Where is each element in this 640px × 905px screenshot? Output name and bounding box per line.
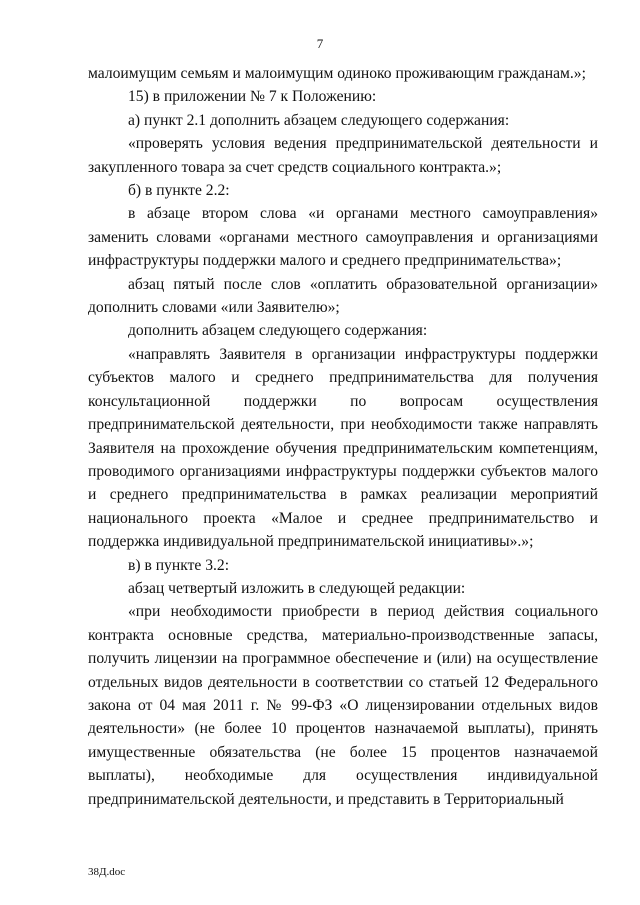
paragraph: дополнить абзацем следующего содержания: [128, 322, 428, 340]
paragraph: в) в пункте 3.2: [128, 556, 230, 574]
page-number: 7 [316, 36, 324, 51]
paragraph: 15) в приложении № 7 к Положению: [128, 88, 377, 106]
paragraph: б) в пункте 2.2: [128, 182, 230, 200]
paragraph: абзац пятый после слов «оплатить образовательной организации» дополнить словами «или Заявителю»; [88, 275, 598, 317]
paragraph: в абзаце втором слова «и органами местного самоуправления» заменить словами «органами местного самоуправления и организациями инфраструктуры поддержки малого и среднего предпринимательства»; [88, 205, 598, 270]
paragraph: «при необходимости приобрести в период действия социального контракта основные средства, материально-производственные запасы, получить лицензии на программное обеспечение и (или) на осуществление отдельных видов деятельности в соответствии со статьей 12 Федерального закона от 04 мая 2011 г. № 99-ФЗ «О лицензировании отдельных видов деятельности» (не более 10 процентов назначаемой выплаты), принять имущественные обязательства (не более 15 процентов назначаемой выплаты), необходимые для осуществления индивидуальной предпринимательской деятельности, и представить в Территориальный [88, 603, 598, 808]
file-name-footer: 38Д.doc [88, 866, 126, 878]
paragraph: абзац четвертый изложить в следующей редакции: [128, 579, 466, 597]
paragraph: «направлять Заявителя в организации инфраструктуры поддержки субъектов малого и среднего предпринимательства для получения консультационной поддержки по вопросам осуществления предпринимательской деятельности, при необходимости также направлять Заявителя на прохождение обучения предпринимательским компетенциям, проводимого организациями инфраструктуры поддержки субъектов малого и среднего предпринимательства в рамках реализации мероприятий национального проекта «Малое и среднее предпринимательство и поддержка индивидуальной предпринимательской инициативы».»; [88, 345, 598, 551]
document-body [88, 62, 598, 811]
paragraph: а) пункт 2.1 дополнить абзацем следующего содержания: [128, 111, 510, 129]
paragraph: малоимущим семьям и малоимущим одиноко проживающим гражданам.»; [88, 65, 586, 82]
paragraph: «проверять условия ведения предпринимательской деятельности и закупленного товара за счет средств социального контракта.»; [88, 135, 598, 176]
